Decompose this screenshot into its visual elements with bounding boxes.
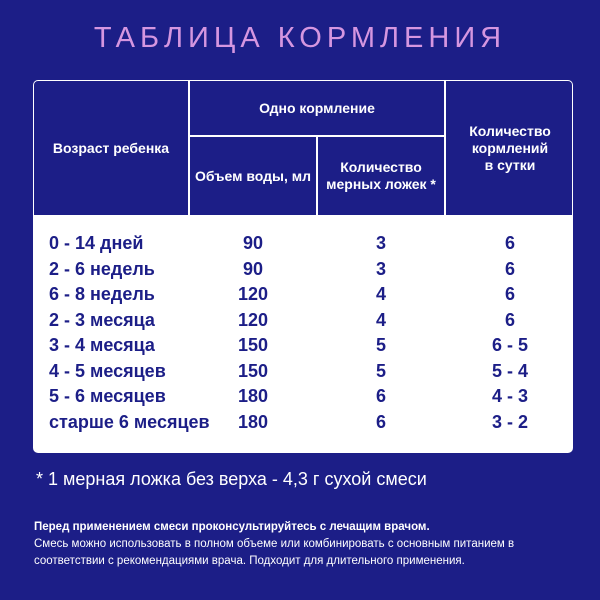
cell-age: старше 6 месяцев <box>49 411 210 432</box>
cell-count: 6 <box>504 309 515 330</box>
header-single-feeding-label: Одно кормление <box>259 99 375 116</box>
cell-age: 2 - 3 месяца <box>49 309 155 330</box>
notice-text: Смесь можно использовать в полном объеме или комбинировать с основным питанием в соответствии с рекомендациями врача. Подходит для длительного применения. <box>34 538 515 567</box>
table-row <box>34 231 573 256</box>
header-spoons <box>318 137 444 215</box>
cell-count: 6 - 5 <box>491 335 529 355</box>
cell-volume: 120 <box>237 284 269 304</box>
cell-volume: 150 <box>237 360 269 381</box>
table-row <box>34 359 573 384</box>
spoon-footnote: * 1 мерная ложка без верха - 4,3 г сухой смеси <box>36 469 427 489</box>
cell-age: 6 - 8 недель <box>49 284 155 304</box>
cell-count: 6 <box>504 258 515 279</box>
cell-count: 4 - 3 <box>491 386 529 406</box>
cell-volume: 90 <box>242 258 264 279</box>
table-row <box>34 384 573 409</box>
cell-count: 6 <box>504 284 515 304</box>
cell-spoons: 5 <box>375 335 386 355</box>
usage-notice <box>34 519 584 570</box>
table-row <box>34 333 573 358</box>
cell-age: 2 - 6 недель <box>49 258 155 279</box>
cell-count: 5 - 4 <box>491 360 529 381</box>
feeding-table <box>33 80 573 453</box>
header-water-volume-label: Объем воды, мл <box>194 167 312 184</box>
header-feedings-per-day <box>446 81 573 215</box>
header-feedings-per-day-label: Количество кормлений в сутки <box>469 122 551 173</box>
header-single-feeding <box>190 81 444 135</box>
table-row <box>34 410 573 435</box>
cell-volume: 120 <box>237 309 269 330</box>
table-row <box>34 282 573 307</box>
cell-spoons: 3 <box>375 233 386 253</box>
cell-age: 3 - 4 месяца <box>49 335 155 355</box>
table-row <box>34 257 573 282</box>
cell-volume: 180 <box>237 386 269 406</box>
header-spoons-label: Количество мерных ложек * <box>326 159 436 192</box>
header-age-label: Возраст ребенка <box>52 139 170 156</box>
cell-age: 4 - 5 месяцев <box>49 360 166 381</box>
notice-warning: Перед применением смеси проконсультируйтесь с лечащим врачом. <box>34 521 430 533</box>
cell-count: 3 - 2 <box>491 411 529 432</box>
cell-spoons: 6 <box>375 386 386 406</box>
header-water-volume <box>190 137 316 215</box>
header-age <box>34 81 188 215</box>
cell-spoons: 5 <box>375 360 386 381</box>
cell-volume: 150 <box>237 335 269 355</box>
page-title: ТАБЛИЦА КОРМЛЕНИЯ <box>93 22 507 54</box>
cell-spoons: 6 <box>375 411 386 432</box>
cell-count: 6 <box>504 233 515 253</box>
cell-age: 0 - 14 дней <box>49 233 144 253</box>
cell-volume: 180 <box>237 411 269 432</box>
cell-spoons: 4 <box>375 309 386 330</box>
cell-spoons: 4 <box>375 284 386 304</box>
table-row <box>34 308 573 333</box>
table-body <box>34 217 573 453</box>
cell-volume: 90 <box>242 233 264 253</box>
cell-age: 5 - 6 месяцев <box>49 386 166 406</box>
cell-spoons: 3 <box>375 258 386 279</box>
